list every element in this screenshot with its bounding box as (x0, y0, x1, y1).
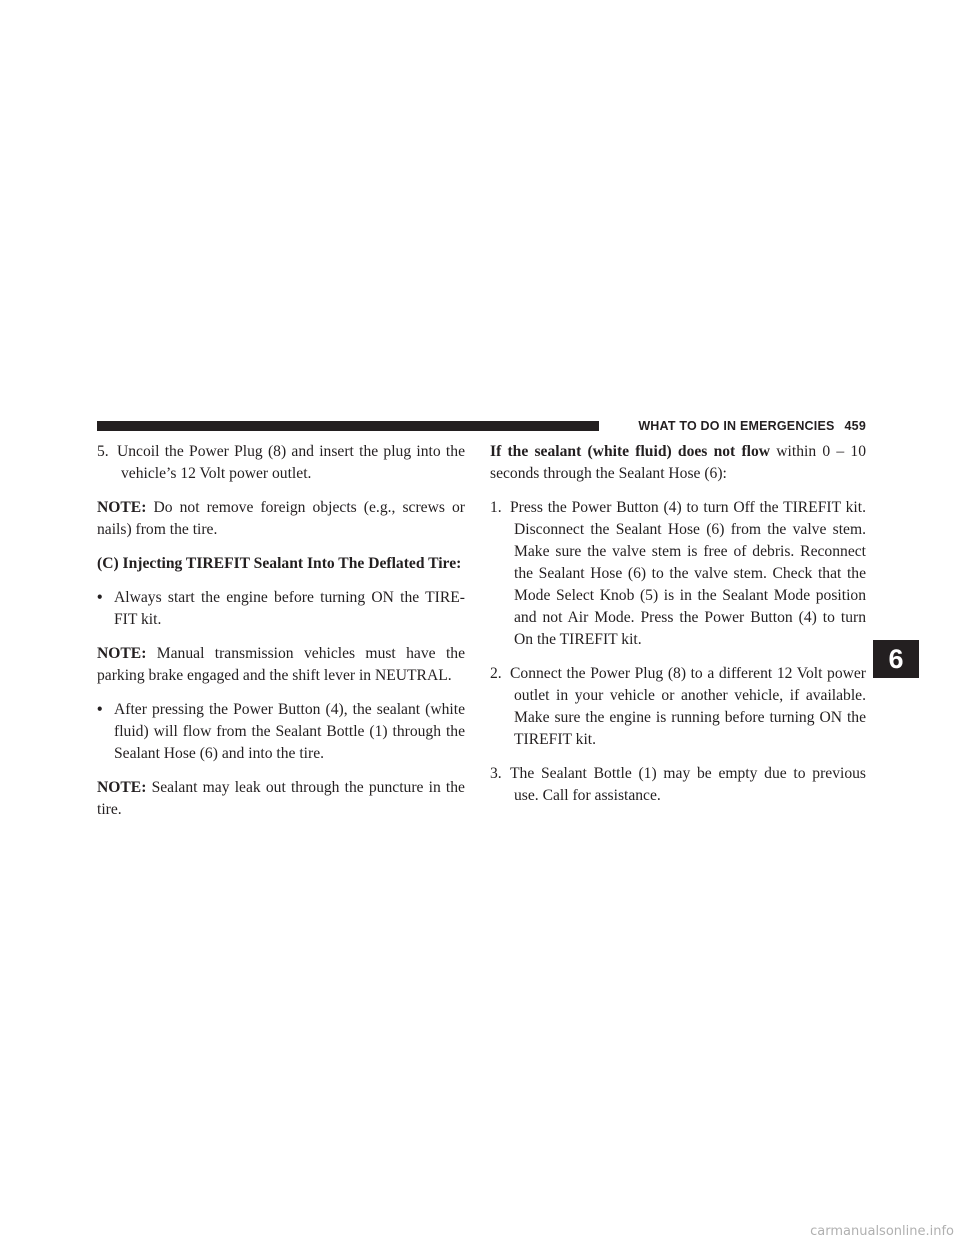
item-number: 2. (490, 665, 502, 682)
bullet-icon: • (97, 701, 103, 718)
chapter-tab: 6 (873, 640, 919, 678)
item-text: Connect the Power Plug (8) to a different 12 Volt power outlet in your vehicle or another vehicle, if available. Make sure the engine is running before turning ON the TIREFIT kit. (510, 665, 866, 748)
watermark: carmanualsonline.info (810, 1224, 954, 1239)
running-header (610, 418, 866, 434)
section-subheading: (C) Injecting TIREFIT Sealant Into The Deflated Tire: (97, 555, 462, 572)
list-item (490, 663, 866, 751)
intro-bold: If the sealant (white fluid) does not flow (490, 443, 771, 460)
note-text: Manual transmission vehicles must have the parking brake engaged and the shift lever in NEUTRAL. (97, 645, 465, 684)
note-text: Sealant may leak out through the puncture in the tire. (97, 779, 465, 818)
note-text: Do not remove foreign objects (e.g., screws or nails) from the tire. (97, 499, 465, 538)
note-label: NOTE: (97, 779, 147, 796)
bullet-text: Always start the engine before turning ON the TIRE-FIT kit. (114, 589, 465, 628)
header-rule (97, 421, 599, 431)
item-text: The Sealant Bottle (1) may be empty due to previous use. Call for assistance. (510, 765, 866, 804)
item-number: 3. (490, 765, 502, 782)
note-label: NOTE: (97, 499, 147, 516)
bullet-text: After pressing the Power Button (4), the sealant (white fluid) will flow from the Sealant Bottle (1) through the Sealant Hose (6) and into the tire. (114, 701, 465, 762)
page-number: 459 (844, 419, 866, 433)
bullet-item-1 (97, 587, 465, 631)
note-2 (97, 643, 465, 687)
left-column (97, 441, 465, 833)
note-3 (97, 777, 465, 821)
note-label: NOTE: (97, 645, 147, 662)
item-text: Press the Power Button (4) to turn Off the TIREFIT kit. Disconnect the Sealant Hose (6) from the valve stem. Make sure the valve stem is free of debris. Reconnect the Sealant Hose (6) to the valve stem. Check that the Mode Select Knob (5) is in the Sealant Mode position and not Air Mode. Press the Power Button (4) to turn On the TIREFIT kit. (510, 499, 866, 648)
bullet-item-2 (97, 699, 465, 765)
step-text: Uncoil the Power Plug (8) and insert the plug into the vehicle’s 12 Volt power outlet. (117, 443, 465, 482)
list-item (490, 497, 866, 651)
step-number: 5. (97, 443, 109, 460)
right-column (490, 441, 866, 819)
list-item (490, 763, 866, 807)
step-5 (97, 441, 465, 485)
intro-text: within 0 – 10 seconds through the Sealant Hose (6): (490, 443, 866, 482)
section-title: WHAT TO DO IN EMERGENCIES (638, 419, 835, 433)
note-1 (97, 497, 465, 541)
troubleshoot-intro (490, 441, 866, 485)
item-number: 1. (490, 499, 502, 516)
bullet-icon: • (97, 589, 103, 606)
